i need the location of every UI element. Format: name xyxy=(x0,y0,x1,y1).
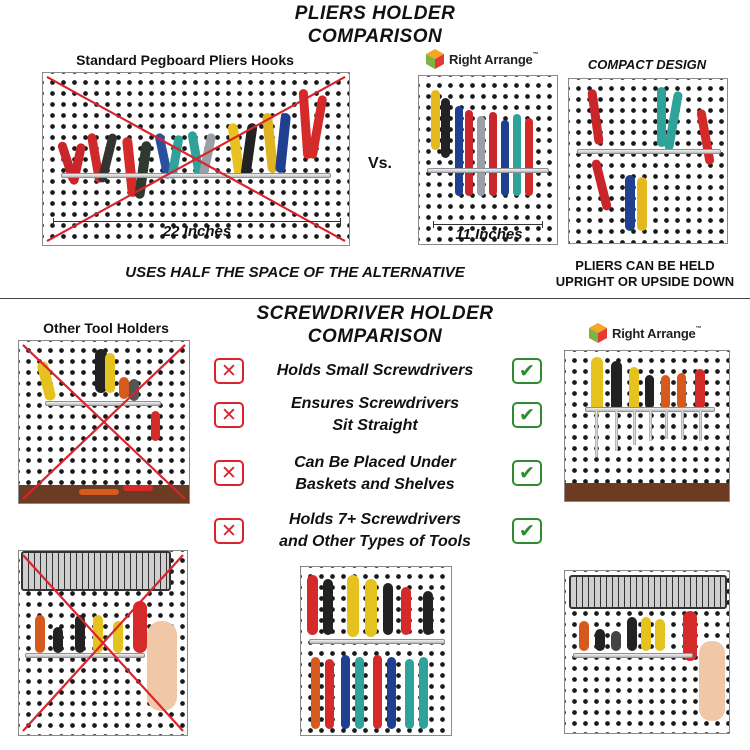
screwdriver-handle xyxy=(383,583,393,635)
screwdriver-handle xyxy=(579,621,589,651)
pliers-handle xyxy=(441,98,450,158)
pliers-handle xyxy=(587,89,604,146)
pliers-handle xyxy=(637,177,647,231)
standard-hooks-photo xyxy=(42,72,350,246)
pliers-handle xyxy=(696,109,715,166)
pliers-handle xyxy=(477,116,485,196)
orientation-line2: UPRIGHT OR UPSIDE DOWN xyxy=(555,274,735,289)
pliers-handle xyxy=(465,110,473,196)
screwdriver-shaft xyxy=(681,411,684,439)
check-mark-icon: ✔ xyxy=(512,518,542,544)
upright-pliers-photo xyxy=(568,78,728,244)
screwdriver-handle xyxy=(423,591,433,635)
screwdriver-handle xyxy=(661,375,670,409)
x-mark-icon: ✕ xyxy=(214,358,244,384)
compact-width-label: 11 Inches xyxy=(455,226,523,243)
screwdriver-shaft xyxy=(665,411,668,439)
brand-logo-bottom xyxy=(588,322,701,344)
screwdriver-rail xyxy=(573,653,693,658)
pliers-handle xyxy=(455,106,463,196)
screwdriver-shaft xyxy=(595,411,598,457)
brand-name: Right Arrange ™ xyxy=(449,52,538,67)
comparison-line2: and Other Types of Tools xyxy=(279,533,471,550)
pliers-handle xyxy=(355,657,364,729)
pliers-handle xyxy=(525,118,533,196)
compact-width-measure xyxy=(433,224,543,225)
pliers-handle xyxy=(513,114,521,196)
cube-logo-icon xyxy=(425,48,445,70)
screwdriver-handle xyxy=(591,357,603,413)
pliers-title-line1: PLIERS HOLDER xyxy=(294,3,456,24)
pliers-handle xyxy=(664,91,683,152)
pliers-handle xyxy=(625,175,635,231)
pliers-handle xyxy=(431,90,440,150)
screwdriver-handle xyxy=(627,617,637,651)
pliers-handle xyxy=(591,159,612,212)
standard-hooks-label: Standard Pegboard Pliers Hooks xyxy=(76,52,294,68)
pliers-comparison-title xyxy=(0,2,750,48)
x-mark-icon: ✕ xyxy=(214,518,244,544)
standard-width-measure xyxy=(53,221,341,222)
pliers-title-line2: COMPARISON xyxy=(307,26,443,47)
comparison-line2: Sit Straight xyxy=(332,417,418,434)
screwdriver-title-line1: SCREWDRIVER HOLDER xyxy=(256,303,494,324)
comparison-line2: Baskets and Shelves xyxy=(295,476,455,493)
screwdriver-handle xyxy=(401,587,411,635)
screwdriver-handle xyxy=(655,619,665,651)
compact-design-label: COMPACT DESIGN xyxy=(587,57,707,72)
other-holders-label: Other Tool Holders xyxy=(43,320,169,336)
other-holder-photo-2 xyxy=(18,550,188,736)
screwdriver-shaft xyxy=(615,411,618,451)
comparison-line1: Holds Small Screwdrivers xyxy=(276,362,474,379)
screwdriver-rail xyxy=(309,639,445,644)
screwdriver-handle xyxy=(611,361,622,411)
screwdriver-handle xyxy=(629,367,639,411)
screwdriver-shaft xyxy=(633,411,636,445)
red-x-cross-icon xyxy=(19,551,187,735)
brand-name: Right Arrange ™ xyxy=(612,326,701,341)
compact-rail xyxy=(577,149,721,154)
screwdriver-comparison-title xyxy=(160,302,590,348)
pliers-handle xyxy=(489,112,497,196)
pliers-handle xyxy=(341,655,350,729)
wire-basket xyxy=(569,575,727,609)
section-divider xyxy=(0,298,750,299)
compact-rail xyxy=(427,168,549,173)
standard-width-label: 22 Inches xyxy=(162,223,232,240)
comparison-text xyxy=(254,393,496,437)
screwdriver-shaft xyxy=(699,411,702,441)
other-holder-photo-1 xyxy=(18,340,190,504)
vs-label: Vs. xyxy=(367,155,392,172)
cube-logo-icon xyxy=(588,322,608,344)
screwdriver-handle xyxy=(611,631,621,651)
pliers-handle xyxy=(501,120,509,196)
screwdriver-title-line2: COMPARISON xyxy=(307,326,443,347)
pliers-handle xyxy=(373,655,382,729)
comparison-line1: Can Be Placed Under xyxy=(294,454,456,471)
comparison-text xyxy=(254,509,496,553)
screwdriver-handle xyxy=(677,373,686,409)
orientation-line1: PLIERS CAN BE HELD xyxy=(575,258,715,273)
screwdriver-handle xyxy=(595,629,605,651)
pliers-handle xyxy=(311,657,320,729)
brand-logo-top xyxy=(425,48,538,70)
check-mark-icon: ✔ xyxy=(512,358,542,384)
screwdriver-shaft xyxy=(649,411,652,441)
screwdriver-handle xyxy=(641,617,651,651)
x-mark-icon: ✕ xyxy=(214,402,244,428)
screwdriver-holder-photo xyxy=(564,350,730,502)
comparison-line1: Holds 7+ Screwdrivers xyxy=(288,511,462,528)
pliers-handle xyxy=(387,657,396,729)
mixed-tools-photo xyxy=(300,566,452,736)
check-mark-icon: ✔ xyxy=(512,402,542,428)
pliers-handle xyxy=(405,659,414,729)
x-mark-icon: ✕ xyxy=(214,460,244,486)
screwdriver-handle xyxy=(323,579,333,635)
comparison-text xyxy=(254,452,496,496)
check-mark-icon: ✔ xyxy=(512,460,542,486)
screwdriver-handle xyxy=(695,369,705,409)
pliers-handle xyxy=(325,659,334,729)
under-basket-photo xyxy=(564,570,730,734)
half-space-claim: USES HALF THE SPACE OF THE ALTERNATIVE xyxy=(125,264,465,281)
compact-holder-photo xyxy=(418,75,558,245)
orientation-note xyxy=(540,258,750,290)
comparison-line1: Ensures Screwdrivers xyxy=(290,395,460,412)
hand xyxy=(699,641,725,721)
comparison-text xyxy=(254,360,496,382)
pliers-handle xyxy=(657,87,666,147)
screwdriver-handle xyxy=(307,575,318,635)
pliers-handle xyxy=(419,657,428,729)
screwdriver-handle xyxy=(365,579,377,637)
screwdriver-handle xyxy=(645,375,654,409)
red-x-cross-icon xyxy=(19,341,189,503)
screwdriver-handle xyxy=(347,575,359,637)
red-x-cross-icon xyxy=(43,73,349,245)
